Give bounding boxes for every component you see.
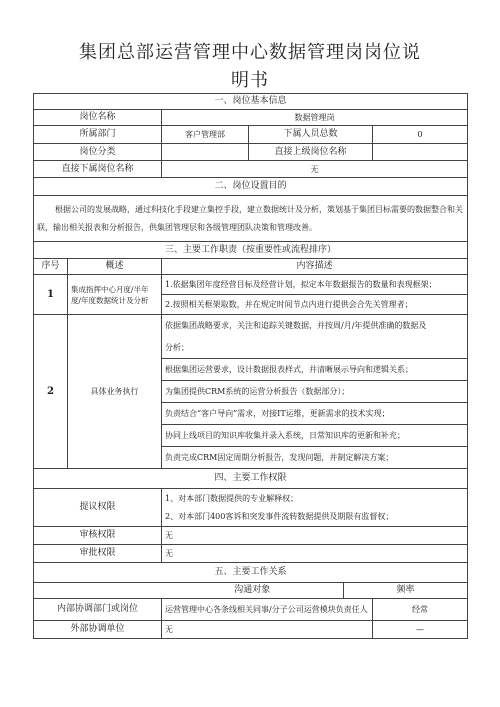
post-name-label: 岗位名称 bbox=[34, 110, 162, 126]
subordinate-post-value: 无 bbox=[162, 161, 468, 178]
duty-no: 2 bbox=[34, 315, 68, 469]
doc-title-line2: 明书 bbox=[231, 70, 269, 91]
col-no-header: 序号 bbox=[34, 259, 68, 275]
superior-post-value bbox=[373, 144, 468, 161]
internal-coord-freq: 经常 bbox=[373, 599, 468, 621]
col-target-header: 沟通对象 bbox=[162, 583, 344, 599]
internal-coord-label: 内部协调部门或岗位 bbox=[34, 599, 162, 621]
duty-no: 1 bbox=[34, 275, 68, 315]
duty-line: 为集团提供CRM系统的运营分析报告（数据部分）； bbox=[162, 381, 468, 403]
relations-blank-cell bbox=[34, 583, 162, 599]
col-summary-header: 概述 bbox=[68, 259, 162, 275]
internal-coord-value: 运营管理中心各条线相关同事/分子公司运营模块负责任人 bbox=[162, 599, 373, 621]
section-basic-header: 一、岗位基本信息 bbox=[34, 94, 468, 110]
duty-line: 2.按照相关框架取数，并在规定时间节点内进行提供会合先关管理者； bbox=[162, 295, 468, 315]
approve-authority-value: 无 bbox=[162, 545, 468, 563]
duty-summary: 集成指挥中心月度/半年度/年度数据统计及分析 bbox=[68, 275, 162, 315]
staff-count-label: 下属人员总数 bbox=[249, 126, 373, 144]
propose-authority-label: 提议权限 bbox=[34, 489, 162, 527]
approve-authority-label: 审批权限 bbox=[34, 545, 162, 563]
dept-label: 所属部门 bbox=[34, 126, 162, 144]
review-authority-value: 无 bbox=[162, 527, 468, 545]
doc-title-line1: 集团总部运营管理中心数据管理岗岗位说 bbox=[79, 42, 421, 63]
external-coord-freq: — bbox=[373, 621, 468, 639]
duty-line: 协同上线项目的知识库收集并录入系统，日常知识库的更新和补充； bbox=[162, 425, 468, 447]
section-relations-header: 五、主要工作关系 bbox=[34, 563, 468, 583]
post-name-value: 数据管理岗 bbox=[162, 110, 468, 126]
duty-summary: 具体业务执行 bbox=[68, 315, 162, 469]
propose-authority-line: 1、对本部门数据提供的专业解释权； bbox=[162, 489, 468, 508]
duty-line: 依据集团战略要求，关注和追踪关键数据，并按周/月/年提供准确的数据及 bbox=[162, 315, 468, 337]
review-authority-label: 审核权限 bbox=[34, 527, 162, 545]
duty-line: 1.依据集团年度经营目标及经营计划，拟定本年数据报告的数量和表现框架； bbox=[162, 275, 468, 295]
subordinate-post-label: 直接下属岗位名称 bbox=[34, 161, 162, 178]
section-authority-header: 四、主要工作权限 bbox=[34, 469, 468, 489]
duty-line: 负责结合“客户导向”需求，对接IT运维，更新需求的技术实现； bbox=[162, 403, 468, 425]
staff-count-value: 0 bbox=[373, 126, 468, 144]
duty-line: 分析； bbox=[162, 337, 468, 359]
duty-line: 根据集团运营要求，设计数据报表样式，并清晰展示导向和逻辑关系； bbox=[162, 359, 468, 381]
purpose-text: 根据公司的发展战略，通过科技化手段建立集控手段，建立数据统计及分析，策划基于集团目标需要的数据整合和关联，输出相关报表和分析报告，供集团管理层和各级管理团队决策和管理改善。 bbox=[34, 196, 468, 242]
duty-line: 负责完成CRM固定周期分析报告，发现问题，并制定解决方案； bbox=[162, 447, 468, 469]
post-category-value bbox=[162, 144, 249, 161]
section-purpose-header: 二、岗位设置目的 bbox=[34, 178, 468, 196]
dept-value: 客户管理部 bbox=[162, 126, 249, 144]
external-coord-value: 无 bbox=[162, 621, 373, 639]
post-category-label: 岗位分类 bbox=[34, 144, 162, 161]
external-coord-label: 外部协调单位 bbox=[34, 621, 162, 639]
propose-authority-line: 2、对本部门400客诉和突发事件流转数据提供及期限有监督权； bbox=[162, 508, 468, 527]
col-freq-header: 频率 bbox=[344, 583, 468, 599]
job-description-table bbox=[33, 93, 468, 639]
col-desc-header: 内容描述 bbox=[162, 259, 468, 275]
superior-post-label: 直接上级岗位名称 bbox=[249, 144, 373, 161]
section-duties-header: 三、主要工作职责（按重要性或流程排序） bbox=[34, 242, 468, 259]
